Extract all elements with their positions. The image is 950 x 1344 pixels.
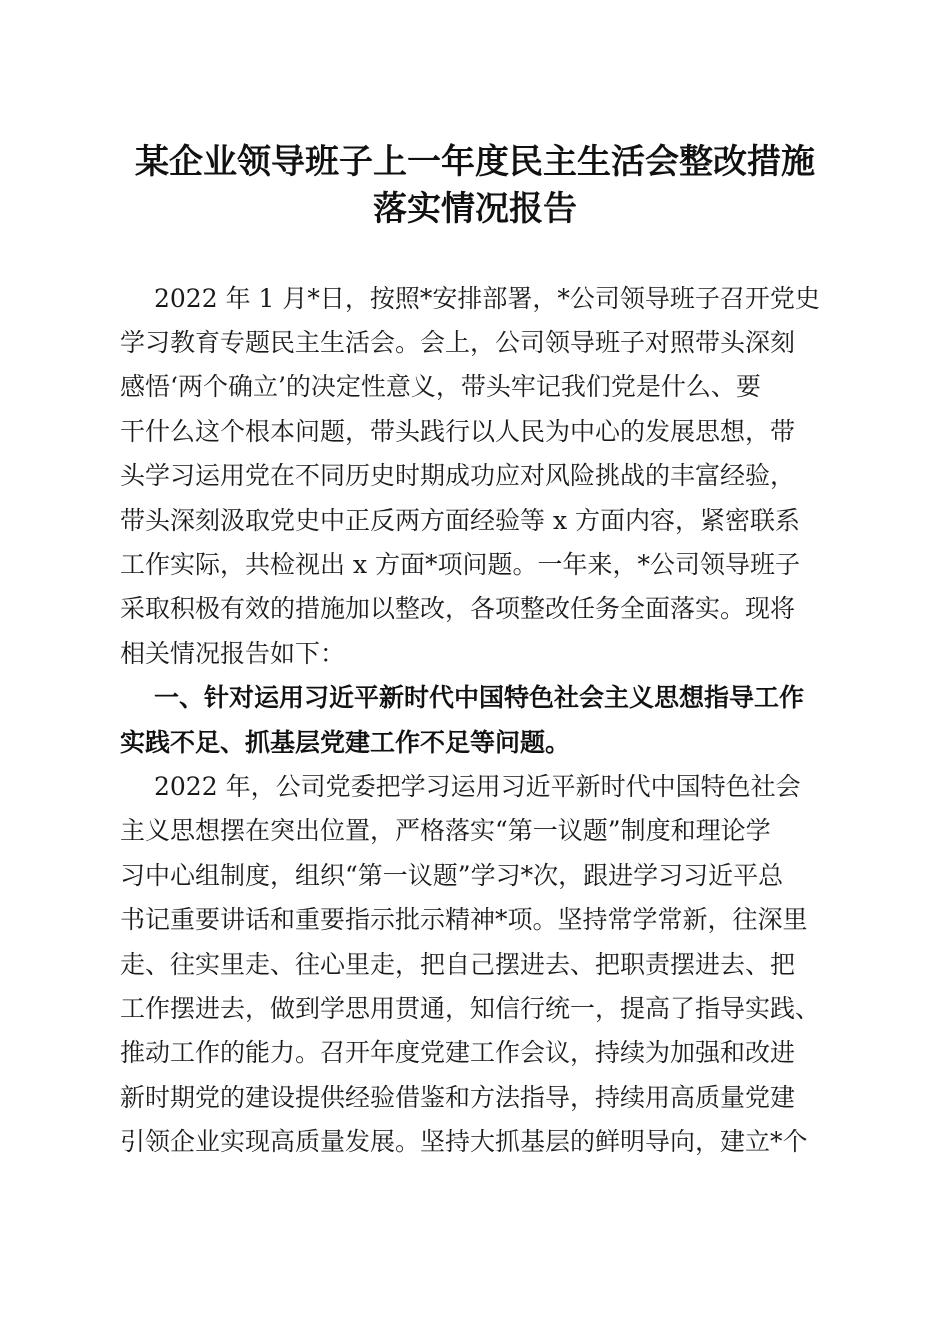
body-line: 头学习运用党在不同历史时期成功应对风险挑战的丰富经验， [120,461,796,490]
section-heading-line-2: 实践不足、抓基层党建工作不足等问题。 [120,728,571,757]
section-heading-line-1: 一、针对运用习近平新时代中国特色社会主义思想指导工作 [154,683,805,712]
body-line: 采取积极有效的措施加以整改，各项整改任务全面落实。现将 [120,594,796,623]
body-line: 工作摆进去，做到学思用贯通，知信行统一，提高了指导实践、 [120,994,821,1023]
body-line: 习中心组制度，组织“第一议题”学习*次，跟进学习习近平总 [120,861,784,890]
body-line: 带头深刻汲取党史中正反两方面经验等 x 方面内容，紧密联系 [120,506,800,535]
body-line: 2022 年，公司党委把学习运用习近平新时代中国特色社会 [154,772,801,801]
body-line: 感悟‘两个确立’的决定性意义，带头牢记我们党是什么、要 [120,372,761,401]
body-line: 书记重要讲话和重要指示批示精神*项。坚持常学常新，往深里 [120,905,808,934]
body-line: 新时期党的建设提供经验借鉴和方法指导，持续用高质量党建 [120,1083,796,1112]
document-title-line-1: 某企业领导班子上一年度民主生活会整改措施 [135,142,815,182]
body-line: 2022 年 1 月*日，按照*安排部署，*公司领导班子召开党史 [154,284,820,313]
body-line: 工作实际，共检视出 x 方面*项问题。一年来，*公司领导班子 [120,550,800,579]
body-line: 相关情况报告如下： [120,639,346,668]
body-line: 引领企业实现高质量发展。坚持大抓基层的鲜明导向，建立*个 [120,1127,808,1156]
body-line: 走、往实里走、往心里走，把自己摆进去、把职责摆进去、把 [120,950,796,979]
body-line: 推动工作的能力。召开年度党建工作会议，持续为加强和改进 [120,1038,796,1067]
body-line: 干什么这个根本问题，带头践行以人民为中心的发展思想，带 [120,417,796,446]
document-title-line-2: 落实情况报告 [373,189,577,229]
body-line: 学习教育专题民主生活会。会上，公司领导班子对照带头深刻 [120,328,796,357]
body-line: 主义思想摆在突出位置，严格落实“第一议题”制度和理论学 [120,816,771,845]
